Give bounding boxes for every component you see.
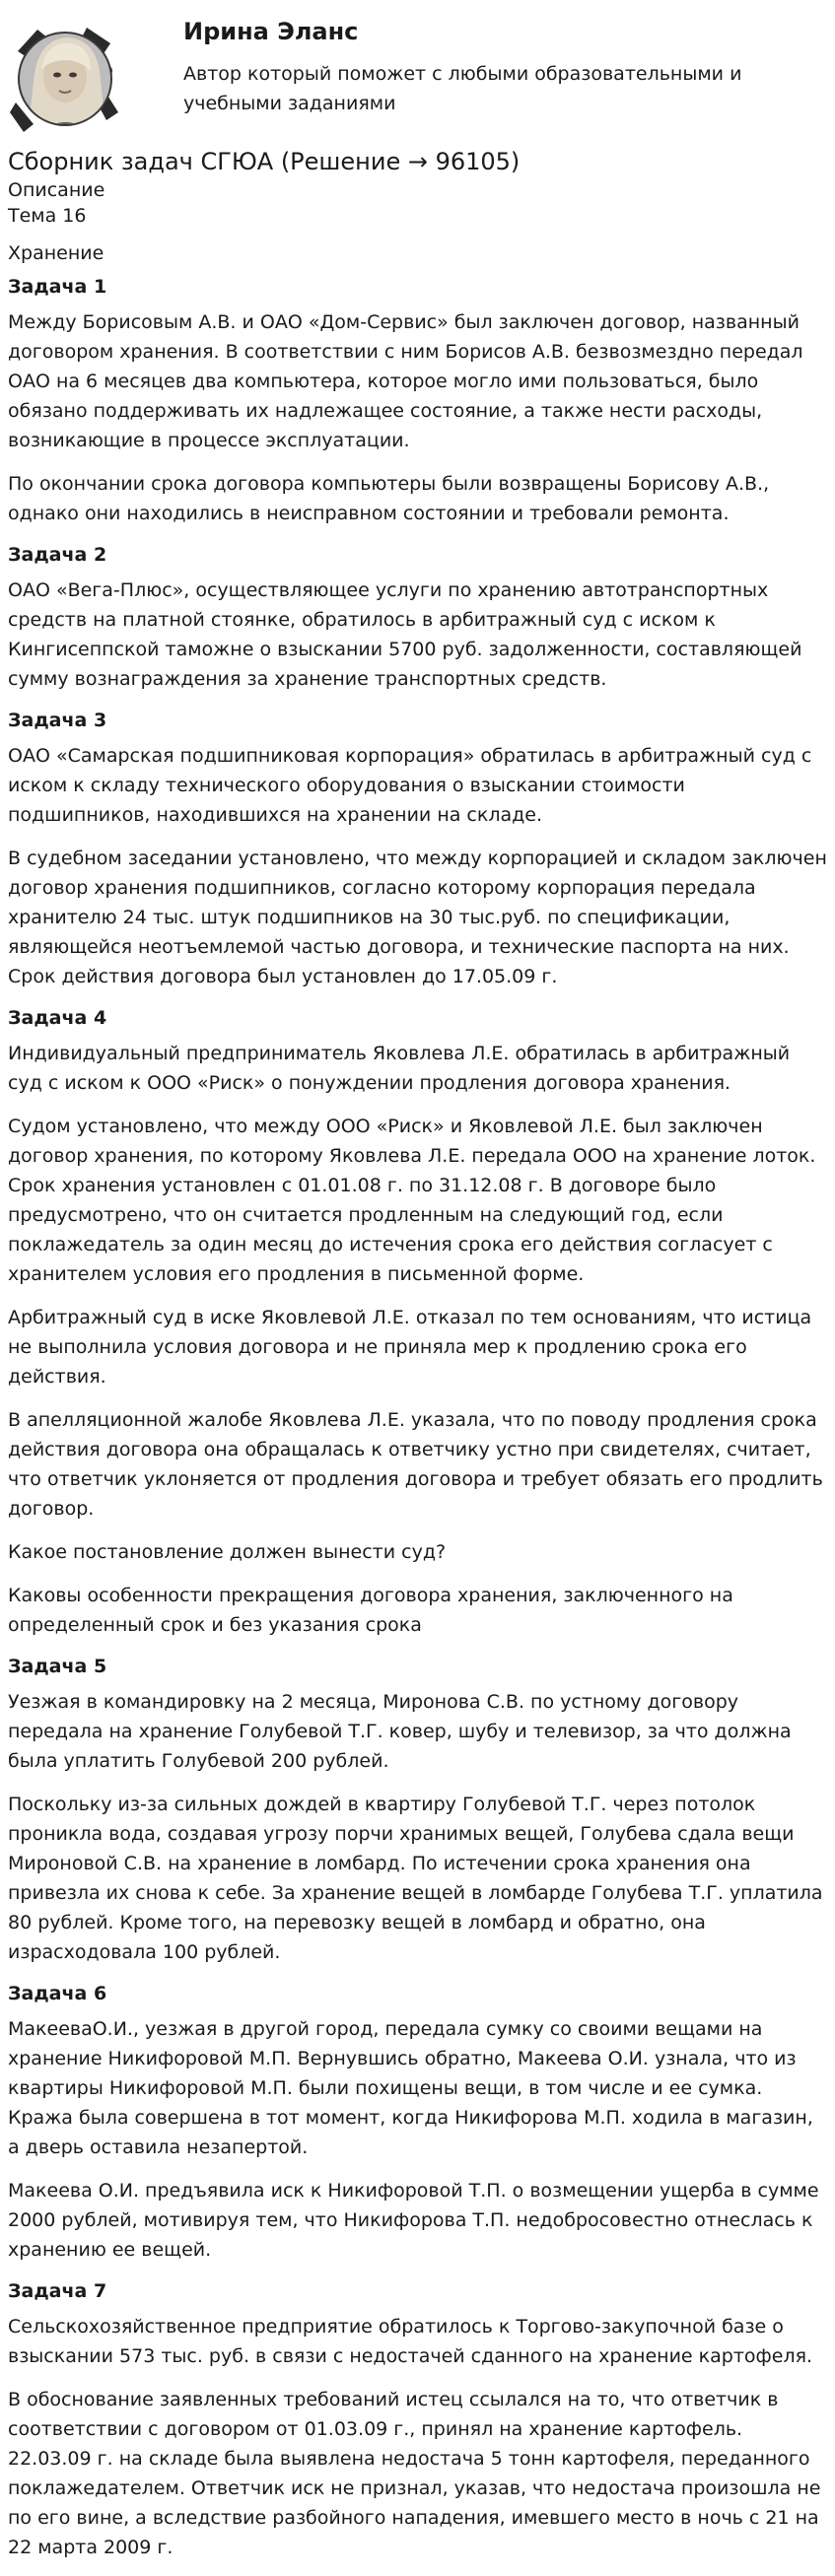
topic-label: Тема 16 — [8, 205, 87, 227]
section-label: Хранение — [8, 242, 104, 264]
author-avatar[interactable] — [8, 22, 122, 136]
task-paragraph: В апелляционной жалобе Яковлева Л.Е. указала, что по поводу продления срока действия договора она обращалась к ответчику устно при свидетелях, считает, что ответчик уклоняется от продления договора и требует обязать его продлить договор. — [8, 1409, 823, 1520]
task-heading: Задача 7 — [8, 2280, 107, 2302]
task-paragraph: Какое постановление должен вынести суд? — [8, 1541, 447, 1563]
task-paragraph: Макеева О.И. предъявила иск к Никифоровой Т.П. о возмещении ущерба в сумме 2000 рублей, мотивируя тем, что Никифорова Т.П. недобросовестно отнеслась к хранению ее вещей. — [8, 2180, 819, 2261]
task-paragraph: ОАО «Самарская подшипниковая корпорация» обратилась в арбитражный суд с иском к складу технического оборудования о взыскании стоимости подшипников, находившихся на хранении на складе. — [8, 745, 812, 826]
task-5 — [8, 1654, 828, 1967]
description-label: Описание — [8, 179, 105, 201]
task-paragraph: В обоснование заявленных требований истец ссылался на то, что ответчик в соответствии с договором от 01.03.09 г., принял на хранение картофель. 22.03.09 г. на складе была выявлена недостача 5 тонн картофеля, переданного поклажедателем. Ответчик иск не признал, указав, что недостача произошла не по его вине, а вследствие разбойного нападения, имевшего место в ночь с 21 на 22 марта 2009 г. — [8, 2389, 821, 2558]
task-paragraph: Уезжая в командировку на 2 месяца, Миронова С.В. по устному договору передала на хранение Голубевой Т.Г. ковер, шубу и телевизор, за что должна была уплатить Голубевой 200 рублей. — [8, 1691, 792, 1772]
task-heading: Задача 5 — [8, 1656, 107, 1677]
task-heading: Задача 1 — [8, 276, 107, 298]
task-paragraph: По окончании срока договора компьютеры были возвращены Борисову А.В., однако они находились в неисправном состоянии и требовали ремонта. — [8, 473, 770, 524]
task-4 — [8, 1005, 828, 1640]
task-paragraph: Судом установлено, что между ООО «Риск» и Яковлевой Л.Е. был заключен договор хранения, по которому Яковлева Л.Е. передала ООО на хранение лоток. Срок хранения установлен с 01.01.08 г. по 31.12.08 г. В договоре было предусмотрено, что он считается продленным на следующий год, если поклажедатель за один месяц до истечения срока его действия согласует с хранителем условия его продления в письменной форме. — [8, 1116, 816, 1285]
task-heading: Задача 6 — [8, 1983, 107, 2004]
task-3 — [8, 708, 828, 991]
page-title: Сборник задач СГЮА (Решение → 96105) — [8, 148, 521, 175]
document-content — [8, 146, 828, 2576]
task-paragraph: ОАО «Вега-Плюс», осуществляющее услуги по хранению автотранспортных средств на платной стоянке, обратилось в арбитражный суд с иском к Кингисеппской таможне о взыскании 5700 руб. задолженности, составляющей сумму вознаграждения за хранение транспортных средств. — [8, 579, 802, 690]
task-6 — [8, 1981, 828, 2265]
task-paragraph: МакееваО.И., уезжая в другой город, передала сумку со своими вещами на хранение Никифоровой М.П. Вернувшись обратно, Макеева О.И. узнала, что из квартиры Никифоровой М.П. были похищены вещи, в том числе и ее сумка. Кража была совершена в тот момент, когда Никифорова М.П. ходила в магазин, а дверь оставила незапертой. — [8, 2018, 813, 2158]
task-paragraph: Сельскохозяйственное предприятие обратилось к Торгово-закупочной базе о взыскании 573 тыс. руб. в связи с недостачей сданного на хранение картофеля. — [8, 2316, 813, 2367]
author-name[interactable]: Ирина Эланс — [183, 18, 359, 45]
task-7 — [8, 2278, 828, 2562]
task-paragraph: Между Борисовым А.В. и ОАО «Дом-Сервис» был заключен договор, названный договором хранения. В соответствии с ним Борисов А.В. безвозмездно передал ОАО на 6 месяцев два компьютера, которое могло ими пользоваться, было обязано поддерживать их надлежащее состояние, а также нести расходы, возникающие в процессе эксплуатации. — [8, 311, 803, 451]
author-description: Автор который поможет с любыми образовательными и учебными заданиями — [183, 63, 742, 114]
task-paragraph: Поскольку из-за сильных дождей в квартиру Голубевой Т.Г. через потолок проникла вода, создавая угрозу порчи хранимых вещей, Голубева сдала вещи Мироновой С.В. на хранение в ломбард. По истечении срока хранения она привезла их снова к себе. За хранение вещей в ломбарде Голубева Т.Г. уплатила 80 рублей. Кроме того, на перевозку вещей в ломбард и обратно, она израсходовала 100 рублей. — [8, 1794, 823, 1963]
author-card — [8, 10, 826, 126]
task-heading: Задача 4 — [8, 1007, 107, 1029]
task-1 — [8, 274, 828, 528]
task-paragraph: Каковы особенности прекращения договора хранения, заключенного на определенный срок и без указания срока — [8, 1585, 733, 1636]
task-paragraph: Арбитражный суд в иске Яковлевой Л.Е. отказал по тем основаниям, что истица не выполнила условия договора и не приняла мер к продлению срока его действия. — [8, 1307, 812, 1388]
task-list — [8, 274, 828, 2562]
task-paragraph: В судебном заседании установлено, что между корпорацией и складом заключен договор хранения подшипников, согласно которому корпорация передала хранителю 24 тыс. штук подшипников на 30 тыс.руб. по спецификации, являющейся неотъемлемой частью договора, и технические паспорта на них. Срок действия договора был установлен до 17.05.09 г. — [8, 847, 827, 987]
task-heading: Задача 3 — [8, 710, 107, 731]
task-heading: Задача 2 — [8, 544, 107, 566]
task-2 — [8, 542, 828, 694]
task-paragraph: Индивидуальный предприниматель Яковлева Л.Е. обратилась в арбитражный суд с иском к ООО «Риск» о понуждении продления договора хранения. — [8, 1043, 791, 1094]
